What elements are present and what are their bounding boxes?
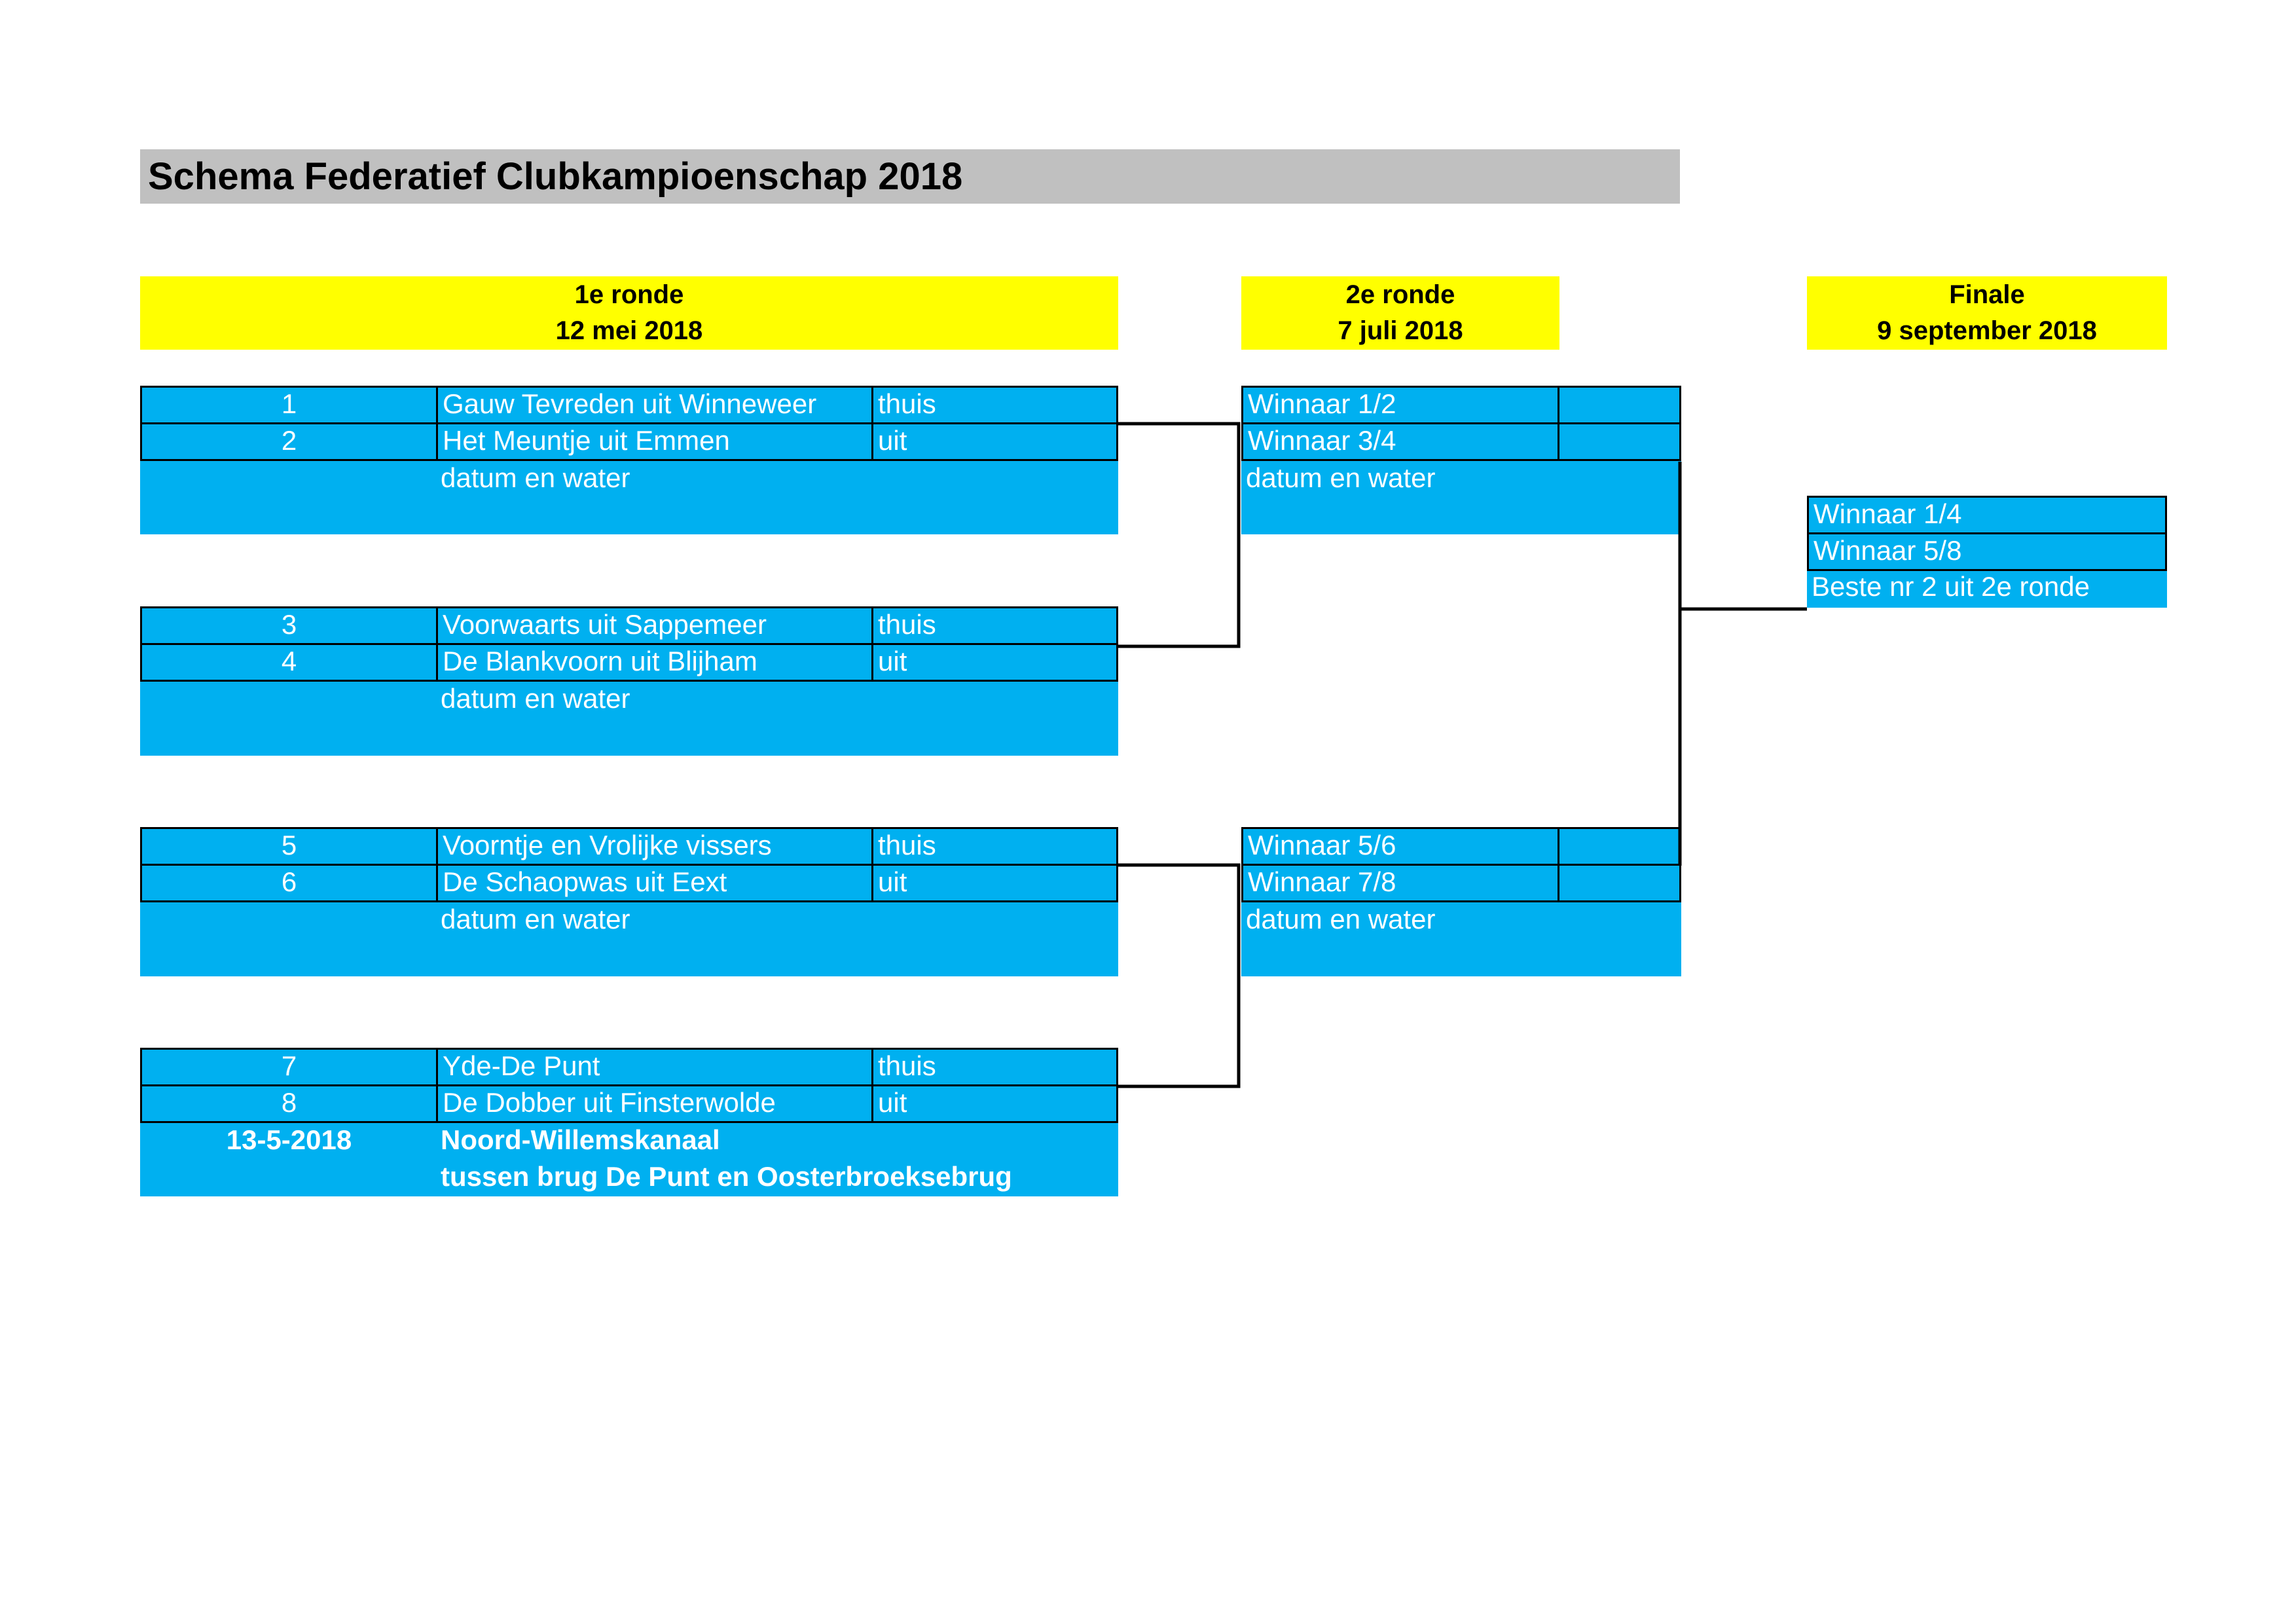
team-name: Winnaar 3/4 xyxy=(1241,422,1559,461)
seed-number: 7 xyxy=(140,1048,438,1086)
home-away-label: uit xyxy=(871,1084,1118,1123)
round-date: 12 mei 2018 xyxy=(555,316,703,345)
round-date: 9 september 2018 xyxy=(1877,316,2097,345)
team-name: Winnaar 7/8 xyxy=(1241,864,1559,902)
seed-number: 6 xyxy=(140,864,438,902)
page-title: Schema Federatief Clubkampioenschap 2018 xyxy=(140,149,1680,204)
team-name: Yde-De Punt xyxy=(436,1048,873,1086)
seed-number: 4 xyxy=(140,643,438,682)
team-name: Het Meuntje uit Emmen xyxy=(436,422,873,461)
team-name: Winnaar 5/6 xyxy=(1241,827,1559,866)
team-name: Winnaar 1/2 xyxy=(1241,386,1559,424)
venue-text: Noord-Willemskanaal xyxy=(441,1124,720,1155)
team-name: Voorntje en Vrolijke vissers xyxy=(436,827,873,866)
venue-text: datum en water xyxy=(1246,462,1436,493)
venue-detail: tussen brug De Punt en Oosterbroeksebrug xyxy=(441,1161,1012,1192)
team-name: Gauw Tevreden uit Winneweer xyxy=(436,386,873,424)
home-away-label: thuis xyxy=(871,386,1118,424)
venue-text: datum en water xyxy=(441,683,630,714)
home-away-label: thuis xyxy=(871,827,1118,866)
match-date: 13-5-2018 xyxy=(226,1124,352,1155)
connector-r2-m1 xyxy=(1680,462,1807,866)
round-date: 7 juli 2018 xyxy=(1338,316,1463,345)
seed-number: 3 xyxy=(140,606,438,645)
seed-number: 8 xyxy=(140,1084,438,1123)
seed-number: 2 xyxy=(140,422,438,461)
team-name: De Schaopwas uit Eext xyxy=(436,864,873,902)
team-name: Voorwaarts uit Sappemeer xyxy=(436,606,873,645)
round-name: 1e ronde xyxy=(574,280,684,309)
home-away-label: thuis xyxy=(871,606,1118,645)
team-name: De Blankvoorn uit Blijham xyxy=(436,643,873,682)
seed-number: 1 xyxy=(140,386,438,424)
home-away-label: uit xyxy=(871,643,1118,682)
venue-text: datum en water xyxy=(441,904,630,934)
team-name: De Dobber uit Finsterwolde xyxy=(436,1084,873,1123)
home-away-label: uit xyxy=(871,864,1118,902)
round-name: Finale xyxy=(1949,280,2025,309)
final-entry: Beste nr 2 uit 2e ronde xyxy=(1812,571,2090,602)
final-entry: Winnaar 1/4 xyxy=(1807,496,2167,534)
venue-text: datum en water xyxy=(1246,904,1436,934)
venue-text: datum en water xyxy=(441,462,630,493)
seed-number: 5 xyxy=(140,827,438,866)
round-name: 2e ronde xyxy=(1345,280,1455,309)
home-away-label: thuis xyxy=(871,1048,1118,1086)
connector-r1-m3 xyxy=(1117,865,1239,1086)
connector-r1-m1 xyxy=(1117,424,1239,646)
home-away-label: uit xyxy=(871,422,1118,461)
final-entry: Winnaar 5/8 xyxy=(1807,532,2167,571)
